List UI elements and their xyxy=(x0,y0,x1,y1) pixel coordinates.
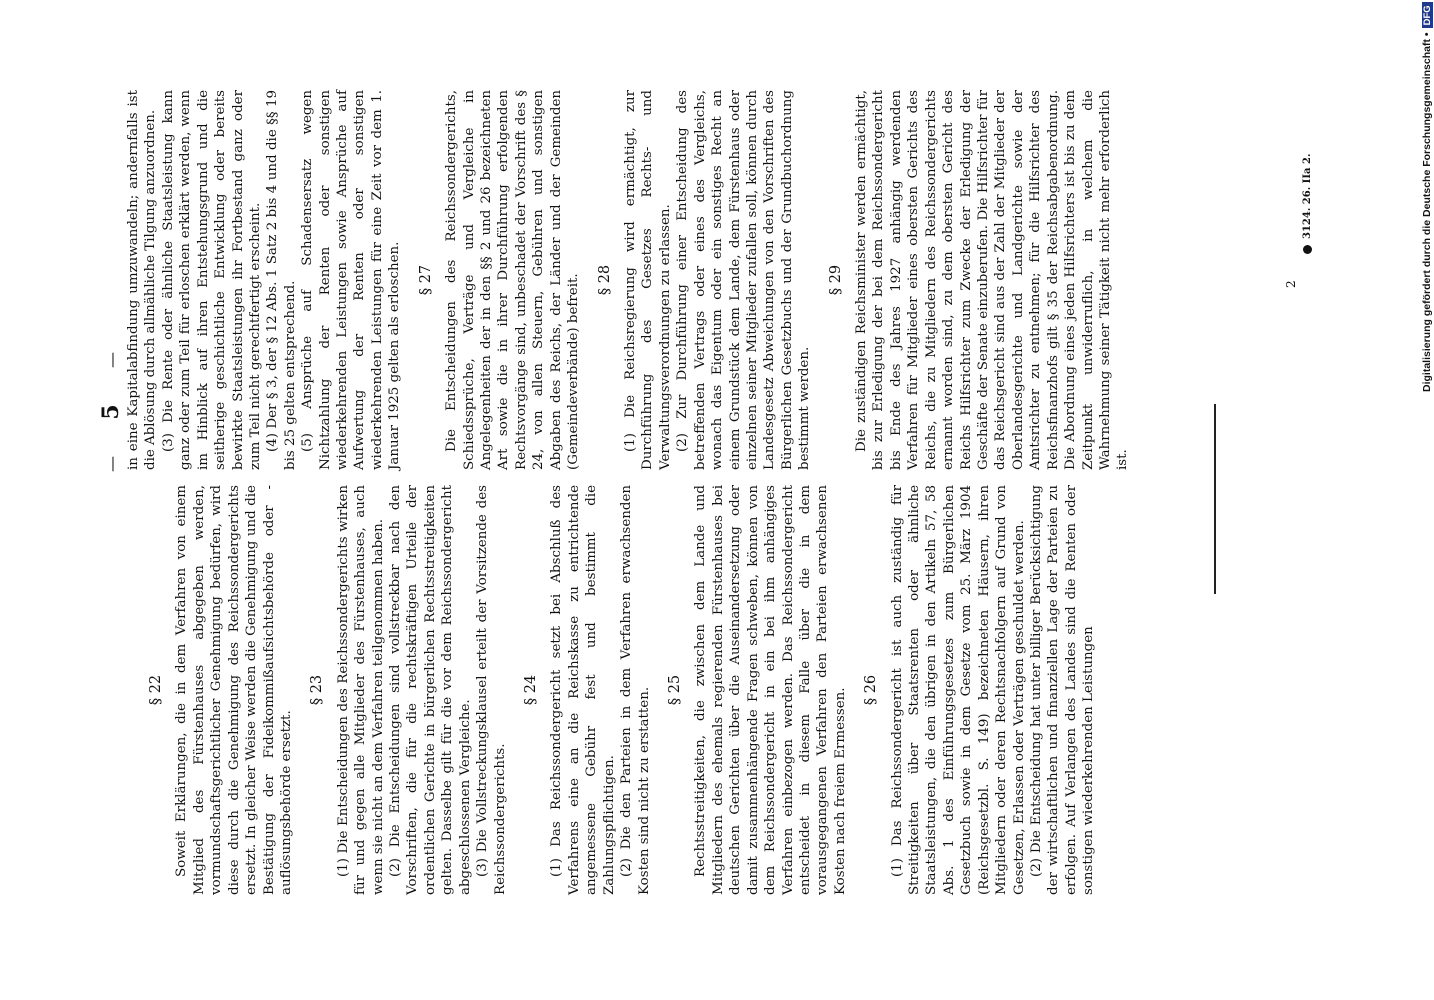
paragraph: (2) Die Entscheidungen sind vollstreckbar nach den Vorschriften, die für die rechtskräftigen Urteile der ordentlichen Gerichte in bürgerlichen Rechtsstreitigkeiten gelten. Dasselbe gilt für die vor dem Reichssondergericht abgeschlossenen Vergleiche. xyxy=(388,485,473,895)
section-heading-28: § 28 xyxy=(596,264,613,296)
paragraph: in eine Kapitalabfindung umzuwandeln; andernfalls ist die Ablösung durch allmähliche Tilgung anzuordnen. xyxy=(126,90,159,470)
section-heading-22: § 22 xyxy=(148,674,164,706)
paragraph: (4) Der § 3, der § 12 Abs. 1 Satz 2 bis 4 und die §§ 19 bis 25 gelten entsprechend. xyxy=(265,90,298,470)
dfg-logo: DFG xyxy=(1422,2,1433,28)
section-heading-25: § 25 xyxy=(666,674,683,706)
print-note xyxy=(1302,134,1313,254)
digitization-text: Digitalisierung gefördert durch die Deutsche Forschungsgemeinschaft • xyxy=(1421,32,1433,392)
page-header xyxy=(96,352,126,472)
header-dash-left: — xyxy=(101,456,121,472)
paragraph: (3) Die Vollstreckungsklausel erteilt der Vorsitzende des Reichssondergerichts. xyxy=(475,485,508,895)
print-mark-icon xyxy=(1303,245,1312,254)
paragraph: (2) Die Entscheidung hat unter billiger Berücksichtigung der wirtschaftlichen und finanziellen Lage der Parteien zu erfolgen. Auf Verlangen des Landes sind die Renten oder sonstigen wiederkehrenden Leistungen xyxy=(1028,485,1097,895)
left-column-flow xyxy=(148,485,1098,895)
section-heading-27: § 27 xyxy=(417,264,434,296)
header-dash-right: — xyxy=(101,352,121,368)
paragraph: Rechtsstreitigkeiten, die zwischen dem Lande und Mitgliedern des ehemals regierenden Fürstenhauses bei deutschen Gerichten über die Auseinandersetzung oder damit zusammenhängende Fragen schweben, können von dem Reichssondergericht in ein bei ihm anhängiges Verfahren einbezogen werden. Das Reichssondergericht entscheidet in diesem Falle über die in dem vorausgegangenen Verfahren den Parteien erwachsenen Kosten nach freiem Ermessen. xyxy=(693,485,848,895)
paragraph: (3) Die Rente oder ähnliche Staatsleistung kann ganz oder zum Teil für erloschen erklärt werden, wenn im Hinblick auf ihren Entstehungsgrund und die seitherige geschichtliche Entwicklung oder bereits bewirkte Staatsleistungen ihr Fortbestand ganz oder zum Teil nicht gerechtfertigt erscheint. xyxy=(160,90,263,470)
paragraph: (1) Das Reichssondergericht ist auch zuständig für Streitigkeiten über Staatsrenten oder ähnliche Staatsleistungen, die den übrigen in den Artikeln 57, 58 Abs. 1 des Einführungsgesetzes zum Bürgerlichen Gesetzbuch sowie in dem Gesetze vom 25. März 1904 (Reichsgesetzbl. S. 149) bezeichneten Häusern, ihren Mitgliedern oder deren Rechtsnachfolgern auf Grund von Gesetzen, Erlassen oder Verträgen geschuldet werden. xyxy=(889,485,1027,895)
section-heading-29: § 29 xyxy=(827,264,844,296)
page-number: 5 xyxy=(98,404,124,420)
right-column-flow xyxy=(125,90,1132,470)
section-heading-23: § 23 xyxy=(309,674,326,706)
paragraph: (1) Die Entscheidungen des Reichssondergerichts wirken für und gegen alle Mitglieder des Fürstenhauses, auch wenn sie nicht an dem Verfahren teilgenommen haben. xyxy=(335,485,386,895)
paragraph: (1) Die Reichsregierung wird ermächtigt, zur Durchführung des Gesetzes Rechts- und Verwaltungsverordnungen zu erlassen. xyxy=(622,90,673,470)
digitization-note xyxy=(1420,6,1434,392)
paragraph: Die zuständigen Reichsminister werden ermächtigt, bis zur Erledigung der bei dem Reichssondergericht bis Ende des Jahres 1927 anhängig werdenden Verfahren für Mitglieder eines obersten Gerichts des Reichs, die zu Mitgliedern des Reichssondergerichts ernannt worden sind, zu dem obersten Gericht des Reichs Hilfsrichter zum Zwecke der Erledigung der Geschäfte der Senate einzuberufen. Die Hilfsrichter für das Reichsgericht sind aus der Zahl der Mitglieder der Oberlandesgerichte und Landgerichte sowie der Amtsrichter zu entnehmen; für die Hilfsrichter des Reichsfinanzhofs gilt § 35 der Reichsabgabenordnung. Die Abordnung eines jeden Hilfsrichters ist bis zu dem Zeitpunkt unwiderruflich, in welchem die Wahrnehmung seiner Tätigkeit nicht mehr erforderlich ist. xyxy=(854,90,1131,470)
paragraph: Soweit Erklärungen, die in dem Verfahren von einem Mitglied des Fürstenhauses abgegeben werden, vormundschaftsgerichtlicher Genehmigung bedürfen, wird diese durch die Genehmigung des Reichssondergerichts ersetzt. In gleicher Weise werden die Genehmigung und die Bestätigung der Fideikommißaufsichtsbehörde oder -auflösungsbehörde ersetzt. xyxy=(174,485,294,895)
section-heading-24: § 24 xyxy=(523,674,540,706)
section-heading-26: § 26 xyxy=(863,674,880,706)
print-note-text: 3124. 26. IIa 2. xyxy=(1302,153,1313,239)
paragraph: (5) Ansprüche auf Schadensersatz wegen Nichtzahlung der Renten oder sonstigen wiederkehrenden Leistungen sowie Ansprüche auf Aufwertung der Renten oder sonstigen wiederkehrenden Leistungen für eine Zeit vor dem 1. Januar 1925 gelten als erloschen. xyxy=(300,90,403,470)
paragraph: (2) Die den Parteien in dem Verfahren erwachsenden Kosten sind nicht zu erstatten. xyxy=(619,485,652,895)
separator-rule xyxy=(1214,404,1216,594)
paragraph: (1) Das Reichssondergericht setzt bei Abschluß des Verfahrens eine an die Reichskasse zu entrichtende angemessene Gebühr fest und bestimmt die Zahlungspflichtigen. xyxy=(549,485,617,895)
paragraph: (2) Zur Durchführung einer Entscheidung des betreffenden Vertrags oder eines des Vergleichs, wonach das Eigentum oder ein sonstiges Recht an einem Grundstück dem Lande, dem Fürstenhaus oder einzelnen seiner Mitglieder zufallen soll, können durch Landesgesetz Abweichungen von den Vorschriften des Bürgerlichen Gesetzbuchs und der Grundbuchordnung bestimmt werden. xyxy=(675,90,813,470)
sheet-number: 2 xyxy=(1284,280,1298,288)
paragraph: Die Entscheidungen des Reichssondergerichts, Schiedssprüche, Verträge und Vergleiche in Angelegenheiten der in den §§ 2 und 26 bezeichneten Art sowie die in ihrer Durchführung erfolgenden Rechtsvorgänge sind, unbeschadet der Vorschrift des § 24, von allen Steuern, Gebühren und sonstigen Abgaben des Reichs, der Länder und der Gemeinden (Gemeindeverbände) befreit. xyxy=(444,90,582,470)
